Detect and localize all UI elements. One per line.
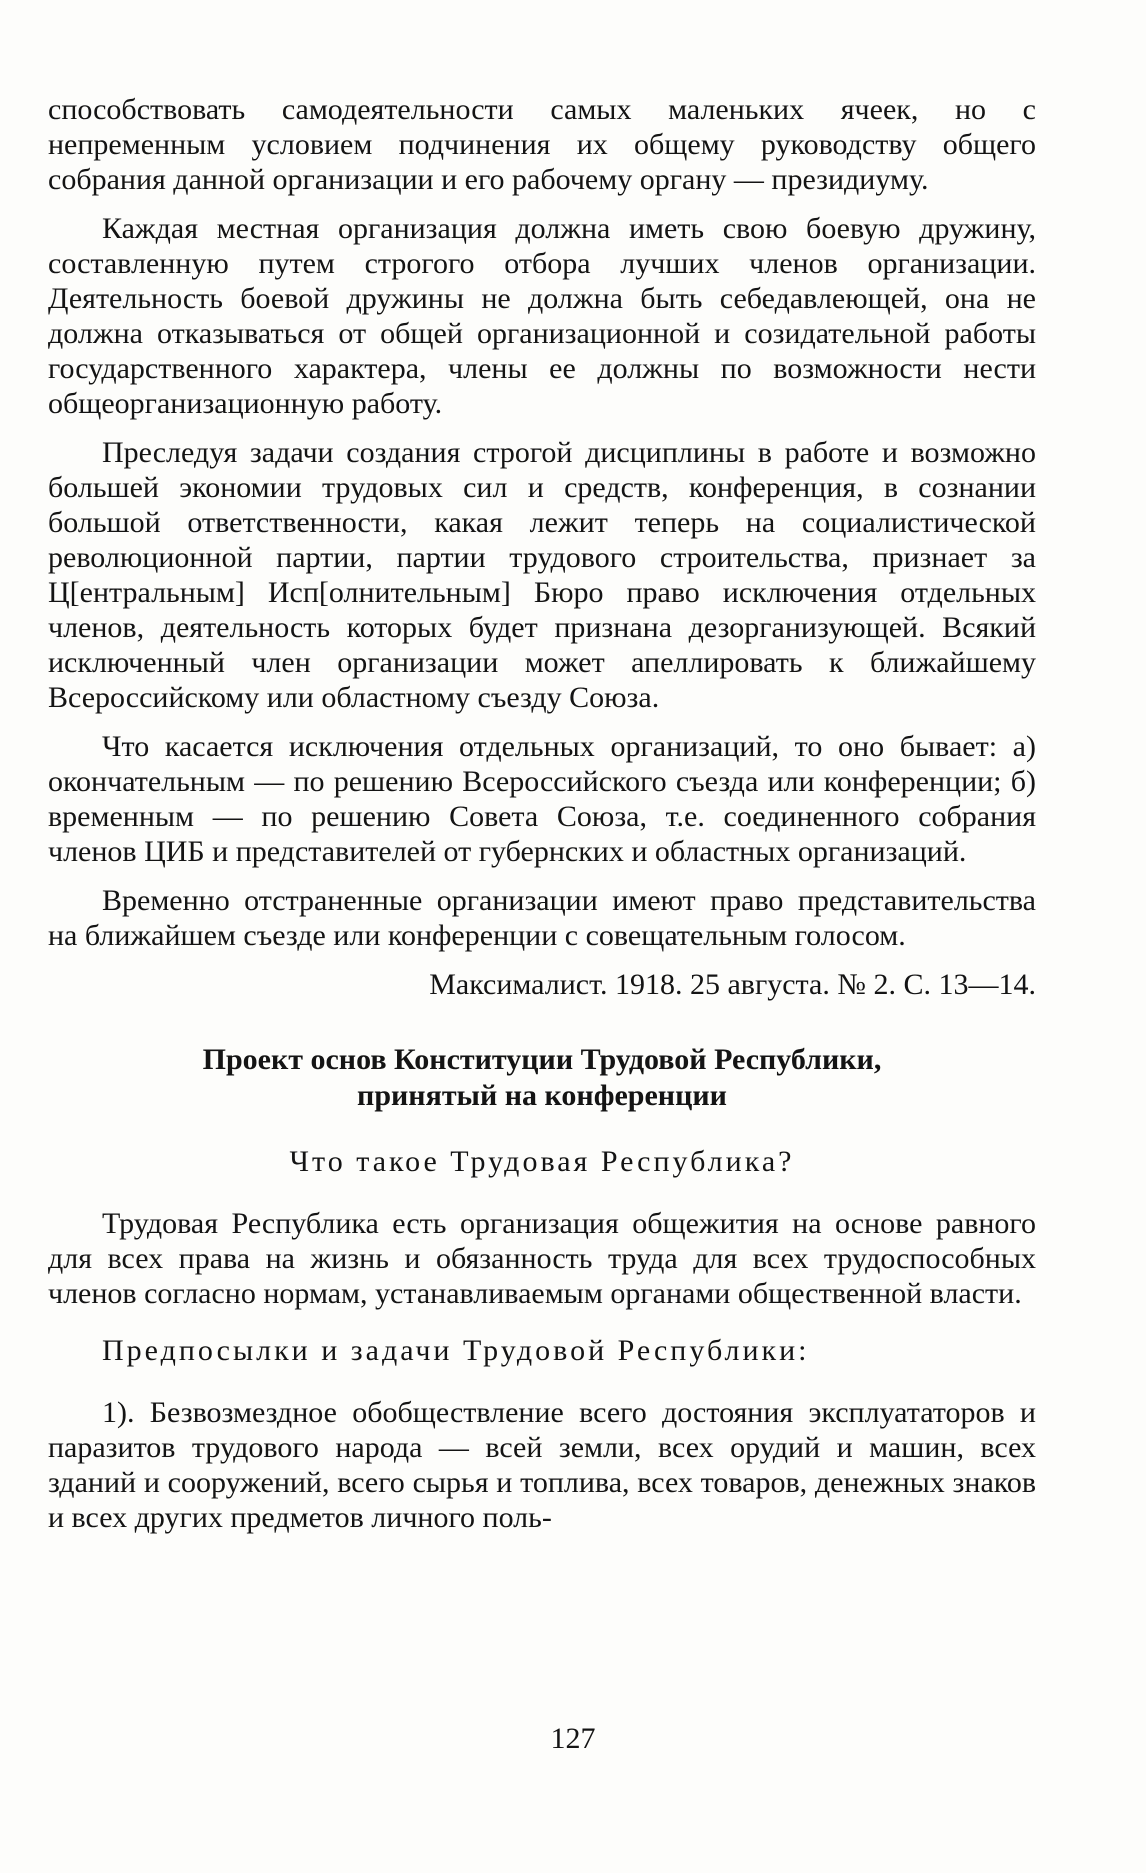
paragraph-definition: Трудовая Республика есть организация общежития на основе равного для всех права на жизнь и обязанность труда для всех трудоспособных членов согласно нормам, устанавливаемым органами общественной власти. xyxy=(48,1207,1036,1310)
source-citation: Максималист. 1918. 25 августа. № 2. С. 13—14. xyxy=(429,968,1036,1001)
paragraph-discipline: Преследуя задачи создания строгой дисциплины в работе и возможно большей экономии трудовых сил и средств, конференция, в сознании большой ответственности, какая лежит теперь на социалистической революционной партии, партии трудового строительства, признает за Ц[ентральным] Исп[олнительным] Бюро право исключения отдельных членов, деятельность которых будет признана дезорганизующей. Всякий исключенный член организации может апеллировать к ближайшему Всероссийскому или областному съезду Союза. xyxy=(48,436,1036,714)
document-page xyxy=(48,92,1036,1549)
section-heading xyxy=(48,1042,1036,1114)
paragraph-continuation: способствовать самодеятельности самых маленьких ячеек, но с непременным условием подчинения их общему руководству общего собрания данной организации и его рабочему органу — президиуму. xyxy=(48,93,1036,196)
paragraph-item-1: 1). Безвозмездное обобществление всего достояния эксплуататоров и паразитов трудового народа — всей земли, всех орудий и машин, всех зданий и сооружений, всего сырья и топлива, всех товаров, денежных знаков и всех других предметов личного поль- xyxy=(48,1396,1036,1534)
section-heading-line-1: Проект основ Конституции Трудовой Республики, xyxy=(202,1043,882,1076)
section-heading-line-2: принятый на конференции xyxy=(357,1079,727,1112)
subheading-what-is-republic: Что такое Трудовая Республика? xyxy=(289,1145,795,1178)
paragraph-combat-squad: Каждая местная организация должна иметь свою боевую дружину, составленную путем строгого отбора лучших членов организации. Деятельность боевой дружины не должна быть себедавлеющей, она не должна отказываться от общей организационной и созидательной работы государственного характера, члены ее должны по возможности нести общеорганизационную работу. xyxy=(48,212,1036,420)
paragraph-suspended-organizations: Временно отстраненные организации имеют право представительства на ближайшем съезде или конференции с совещательным голосом. xyxy=(48,884,1036,952)
page-number: 127 xyxy=(550,1722,596,1755)
subheading-prerequisites: Предпосылки и задачи Трудовой Республики: xyxy=(102,1334,810,1367)
paragraph-exclusion: Что касается исключения отдельных организаций, то оно бывает: а) окончательным — по решению Всероссийского съезда или конференции; б) временным — по решению Совета Союза, т.е. соединенного собрания членов ЦИБ и представителей от губернских и областных организаций. xyxy=(48,730,1036,868)
